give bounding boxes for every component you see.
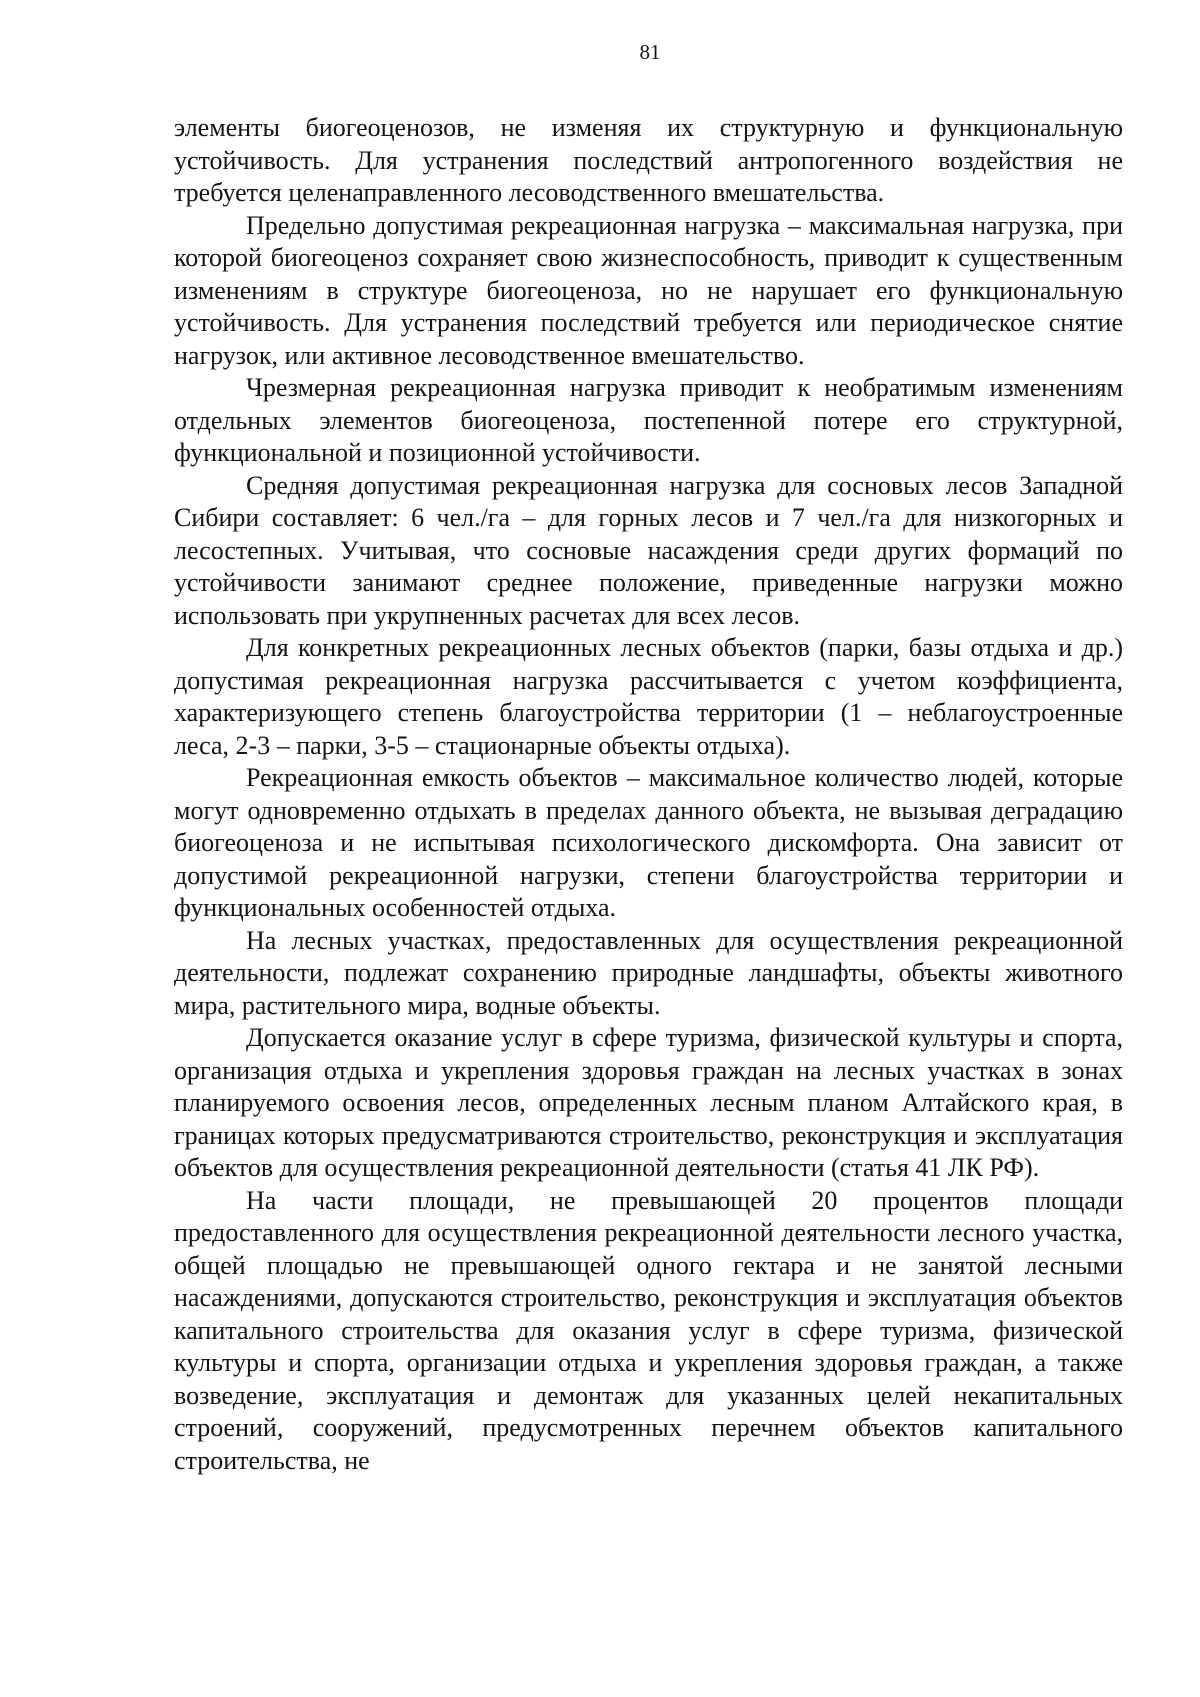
paragraph-construction-area: На части площади, не превышающей 20 процентов площади предоставленного для осуществления рекреационной деятельности лесного участка, общей площадью не превышающей одного гектара и не занятой лесными насаждениями, допускаются строительство, реконструкция и эксплуатация объектов капитального строительства для оказания услуг в сфере туризма, физической культуры и спорта, организации отдыха и укрепления здоровья граждан, а также возведение, эксплуатация и демонтаж для указанных целей некапитальных строений, сооружений, предусмотренных перечнем объектов капитального строительства, не xyxy=(174,1185,1123,1475)
paragraph-average-load: Средняя допустимая рекреационная нагрузка для сосновых лесов Западной Сибири составляет: 6 чел./га – для горных лесов и 7 чел./га для низкогорных и лесостепных. Учитывая, что сосновые насаждения среди других формаций по устойчивости занимают среднее положение, приведенные нагрузки можно использовать при укрупненных расчетах для всех лесов. xyxy=(174,470,1123,630)
paragraph-recreational-capacity: Рекреационная емкость объектов – максимальное количество людей, которые могут одновременно отдыхать в пределах данного объекта, не вызывая деградацию биогеоценоза и не испытывая психологического дискомфорта. Она зависит от допустимой рекреационной нагрузки, степени благоустройства территории и функциональных особенностей отдыха. xyxy=(174,763,1123,922)
paragraph-max-permissible-load: Предельно допустимая рекреационная нагрузка – максимальная нагрузка, при которой биогеоценоз сохраняет свою жизнеспособность, приводит к существенным изменениям в структуре биогеоценоза, но не нарушает его функциональную устойчивость. Для устранения последствий требуется или периодическое снятие нагрузок, или активное лесоводственное вмешательство. xyxy=(174,210,1123,370)
paragraph-services-allowed: Допускается оказание услуг в сфере туризма, физической культуры и спорта, организация отдыха и укрепления здоровья граждан на лесных участках в зонах планируемого освоения лесов, определенных лесным планом Алтайского края, в границах которых предусматриваются строительство, реконструкция и эксплуатация объектов для осуществления рекреационной деятельности (статья 41 ЛК РФ). xyxy=(174,1023,1123,1182)
paragraph-continuation: элементы биогеоценозов, не изменяя их структурную и функциональную устойчивость. Для устранения последствий антропогенного воздействия не требуется целенаправленного лесоводственного вмешательства. xyxy=(174,113,1123,207)
body-text xyxy=(174,112,1123,1477)
page-number: 81 xyxy=(639,40,661,64)
paragraph-excessive-load: Чрезмерная рекреационная нагрузка приводит к необратимым изменениям отдельных элементов биогеоценоза, постепенной потере его структурной, функциональной и позиционной устойчивости. xyxy=(174,373,1123,467)
paragraph-specific-objects: Для конкретных рекреационных лесных объектов (парки, базы отдыха и др.) допустимая рекреационная нагрузка рассчитывается с учетом коэффициента, характеризующего степень благоустройства территории (1 – неблагоустроенные леса, 2-3 – парки, 3-5 – стационарные объекты отдыха). xyxy=(174,633,1123,760)
paragraph-preservation: На лесных участках, предоставленных для осуществления рекреационной деятельности, подлежат сохранению природные ландшафты, объекты животного мира, растительного мира, водные объекты. xyxy=(174,925,1123,1020)
